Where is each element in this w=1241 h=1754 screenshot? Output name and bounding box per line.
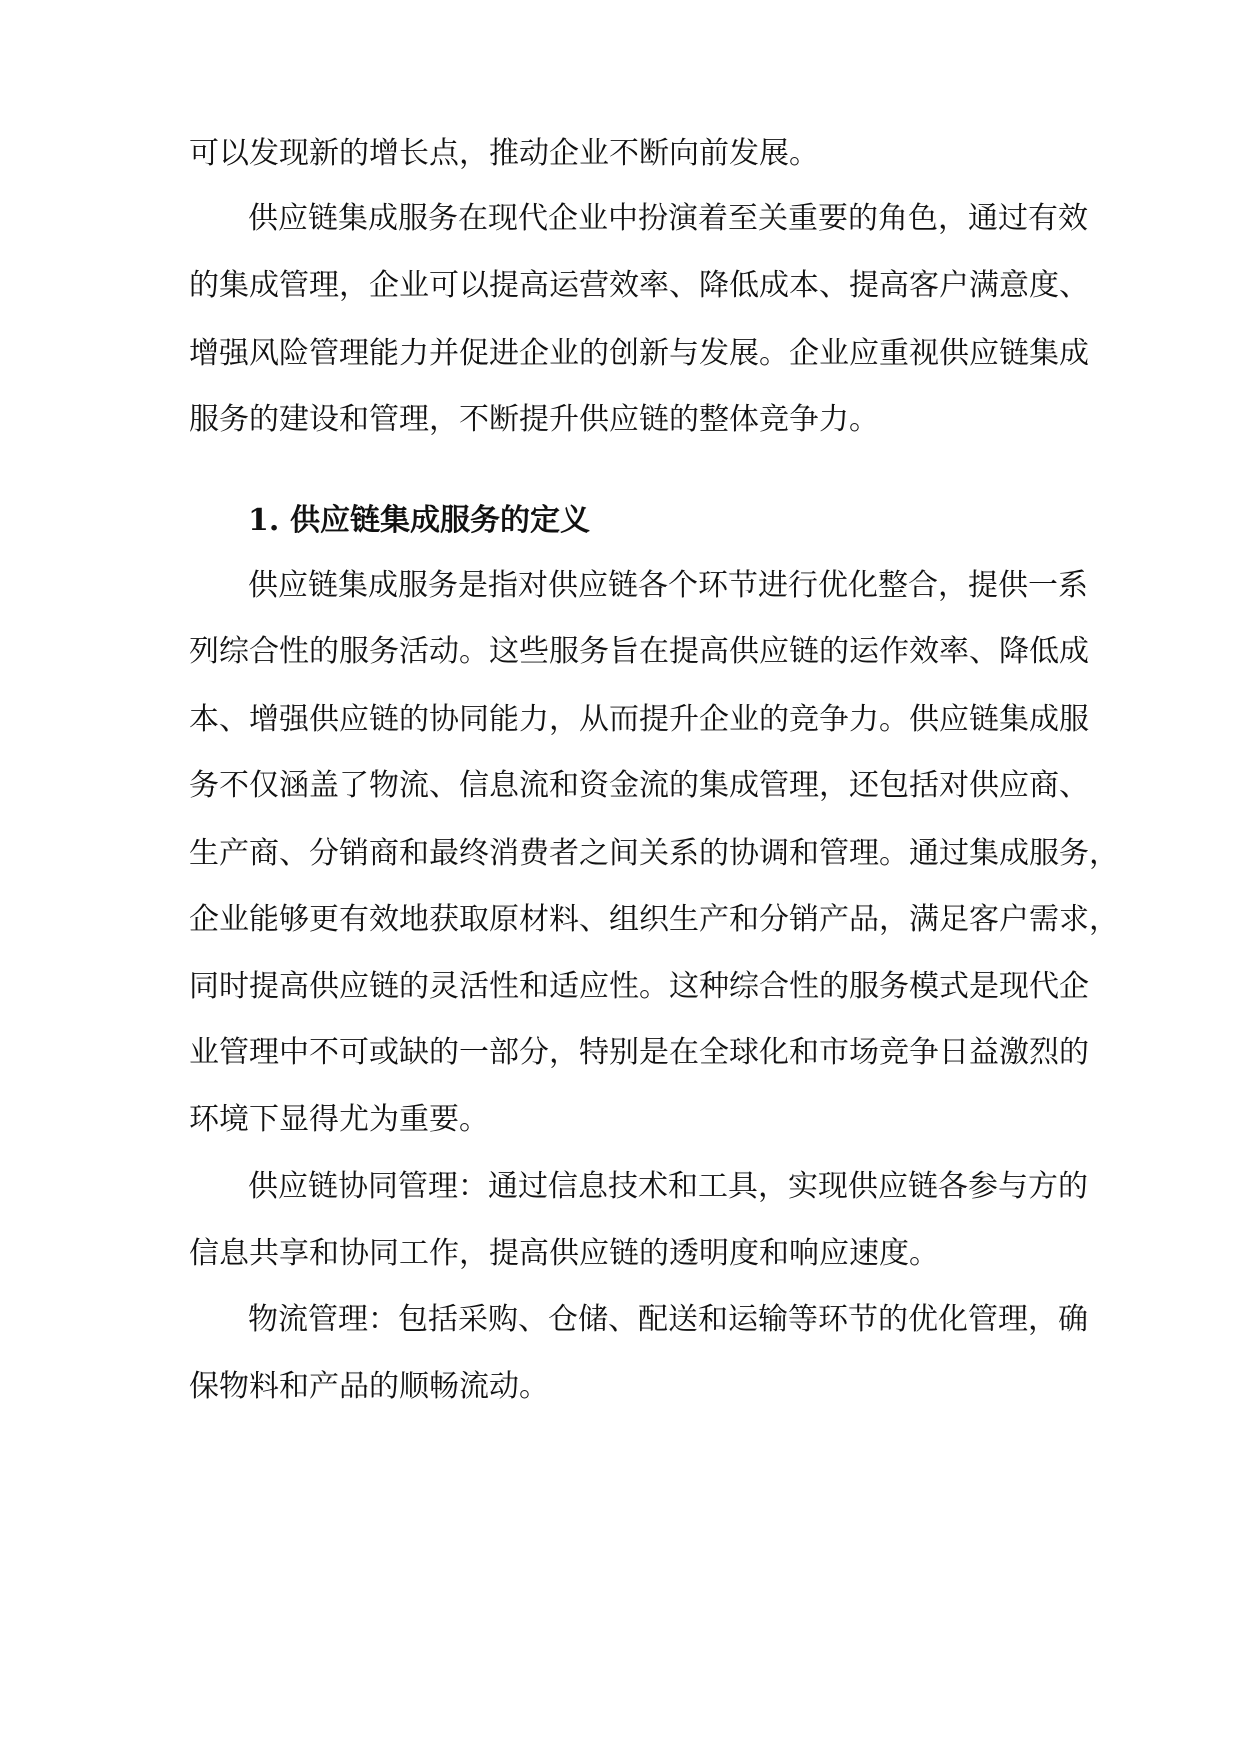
paragraph-line: 供应链集成服务是指对供应链各个环节进行优化整合，提供一系 <box>248 568 1088 603</box>
paragraph-line: 供应链集成服务在现代企业中扮演着至关重要的角色，通过有效 <box>248 201 1088 236</box>
section-title: 供应链集成服务的定义 <box>290 503 590 538</box>
paragraph-line: 业管理中不可或缺的一部分，特别是在全球化和市场竞争日益激烈的 <box>189 1035 1089 1070</box>
paragraph-line: 保物料和产品的顺畅流动。 <box>189 1369 549 1404</box>
paragraph-line: 生产商、分销商和最终消费者之间关系的协调和管理。通过集成服务， <box>189 836 1119 871</box>
paragraph-line: 的集成管理，企业可以提高运营效率、降低成本、提高客户满意度、 <box>189 268 1089 303</box>
section-number: 1. <box>248 503 280 538</box>
paragraph-line: 物流管理：包括采购、仓储、配送和运输等环节的优化管理，确 <box>248 1302 1088 1337</box>
section-heading <box>248 501 590 541</box>
paragraph-line: 增强风险管理能力并促进企业的创新与发展。企业应重视供应链集成 <box>189 336 1089 371</box>
paragraph-line: 务不仅涵盖了物流、信息流和资金流的集成管理，还包括对供应商、 <box>189 768 1089 803</box>
paragraph-line: 信息共享和协同工作，提高供应链的透明度和响应速度。 <box>189 1236 939 1271</box>
paragraph-line: 可以发现新的增长点，推动企业不断向前发展。 <box>189 136 819 171</box>
paragraph-line: 企业能够更有效地获取原材料、组织生产和分销产品，满足客户需求， <box>189 902 1119 937</box>
paragraph-line: 列综合性的服务活动。这些服务旨在提高供应链的运作效率、降低成 <box>189 634 1089 669</box>
paragraph-line: 供应链协同管理：通过信息技术和工具，实现供应链各参与方的 <box>248 1169 1088 1204</box>
paragraph-line: 环境下显得尤为重要。 <box>189 1102 489 1137</box>
paragraph-line: 服务的建设和管理，不断提升供应链的整体竞争力。 <box>189 402 879 437</box>
paragraph-line: 同时提高供应链的灵活性和适应性。这种综合性的服务模式是现代企 <box>189 969 1089 1004</box>
paragraph-line: 本、增强供应链的协同能力，从而提升企业的竞争力。供应链集成服 <box>189 702 1089 737</box>
